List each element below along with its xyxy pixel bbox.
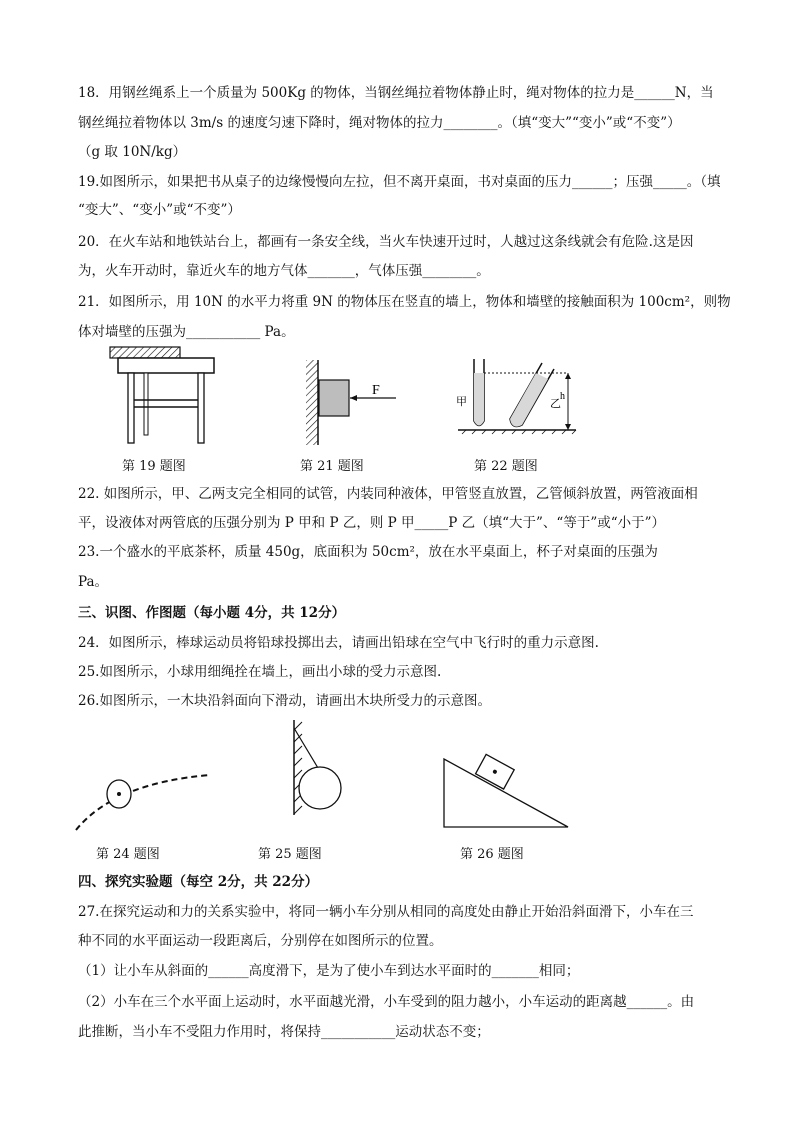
- q27-sub-2-line-1: （2）小车在三个水平面上运动时，水平面越光滑，小车受到的阻力越小，小车运动的距离越______。由: [78, 994, 695, 1010]
- q27-line-2: 种不同的水平面运动一段距离后，分别停在如图所示的位置。: [78, 933, 443, 949]
- q18-line-2: 钢丝绳拉着物体以 3m/s 的速度匀速下降时，绳对物体的拉力________。（填“变大”“变小”或“不变”）: [78, 115, 681, 131]
- q21-line-2: 体对墙壁的压强为___________ Pa。: [78, 324, 295, 340]
- caption-fig25: 第 25 题图: [258, 847, 322, 862]
- caption-fig19: 第 19 题图: [122, 459, 186, 474]
- q22-line-1: 22. 如图所示，甲、乙两支完全相同的试管，内装同种液体，甲管竖直放置，乙管倾斜放置，两管液面相: [78, 486, 698, 502]
- figure-25-ball-wall: [280, 720, 360, 820]
- table-top: [118, 358, 214, 373]
- label-yi: 乙: [550, 397, 561, 410]
- section-4-heading: 四、探究实验题（每空 2分，共 22分）: [78, 874, 319, 890]
- q26-line: 26.如图所示，一木块沿斜面向下滑动，请画出木块所受力的示意图。: [78, 693, 491, 709]
- label-h: h: [560, 391, 565, 402]
- q20-line-2: 为，火车开动时，靠近火车的地方气体_______，气体压强________。: [78, 263, 490, 279]
- figure-19-table: [110, 345, 215, 445]
- q27-sub-1: （1）让小车从斜面的______高度滑下，是为了使小车到达水平面时的_______相同；: [78, 963, 580, 979]
- caption-fig24: 第 24 题图: [96, 847, 160, 862]
- caption-fig22: 第 22 题图: [474, 459, 538, 474]
- caption-fig26: 第 26 题图: [460, 847, 524, 862]
- q27-line-1: 27.在探究运动和力的关系实验中，将同一辆小车分别从相同的高度处由静止开始沿斜面滑下，小车在三: [78, 904, 694, 920]
- q24-line: 24．如图所示，棒球运动员将铅球投掷出去，请画出铅球在空气中飞行时的重力示意图.: [78, 635, 599, 651]
- figure-22-tubes: [452, 355, 582, 435]
- q23-line-1: 23.一个盛水的平底茶杯，质量 450g，底面积为 50cm²，放在水平桌面上，杯子对桌面的压强为: [78, 544, 658, 560]
- ball: [299, 767, 341, 809]
- figure-26-incline: [440, 755, 575, 830]
- q20-line-1: 20．在火车站和地铁站台上，都画有一条安全线，当火车快速开过时，人越过这条线就会有危险.这是因: [78, 234, 694, 250]
- q22-line-2: 平，设液体对两管底的压强分别为 P 甲和 P 乙，则 P 甲_____P 乙（填“大于”、“等于”或“小于”）: [78, 515, 666, 531]
- block: [319, 380, 349, 416]
- q19-line-2: “变大”、“变小”或“不变”）: [78, 202, 241, 218]
- caption-fig21: 第 21 题图: [300, 459, 364, 474]
- q23-line-2: Pa。: [78, 574, 109, 590]
- q19-line-1: 19.如图所示，如果把书从桌子的边缘慢慢向左拉，但不离开桌面，书对桌面的压力______；压强_____。（填: [78, 174, 721, 190]
- q21-line-1: 21．如图所示，用 10N 的水平力将重 9N 的物体压在竖直的墙上，物体和墙壁的接触面积为 100cm²，则物: [78, 294, 731, 310]
- q18-line-3: （g 取 10N/kg）: [78, 144, 187, 160]
- label-jia: 甲: [456, 395, 467, 408]
- force-label: F: [372, 383, 380, 398]
- book: [110, 347, 180, 358]
- q18-line-1: 18．用钢丝绳系上一个质量为 500Kg 的物体，当钢丝绳拉着物体静止时，绳对物体的拉力是______N，当: [78, 85, 714, 101]
- q25-line: 25.如图所示，小球用细绳拴在墙上，画出小球的受力示意图.: [78, 664, 442, 680]
- q27-sub-2-line-2: 此推断，当小车不受阻力作用时，将保持___________运动状态不变；: [78, 1024, 490, 1040]
- figure-21-wall-block: [306, 360, 401, 450]
- section-3-heading: 三、识图、作图题（每小题 4分，共 12分）: [78, 605, 346, 621]
- figure-24-trajectory: [74, 765, 214, 835]
